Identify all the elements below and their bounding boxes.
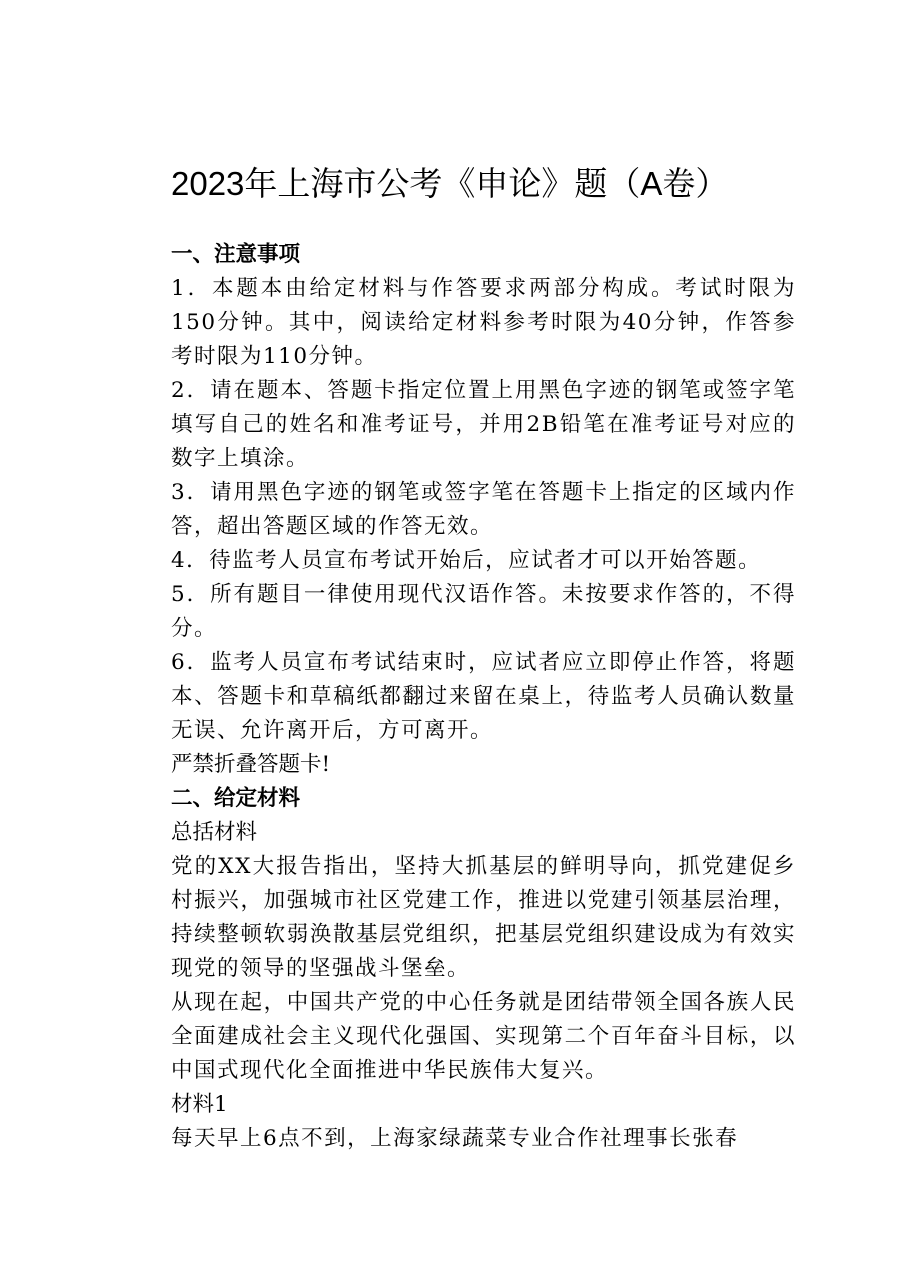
notice-item-1: 1．本题本由给定材料与作答要求两部分构成。考试时限为150分钟。其中，阅读给定材料参考时限为40分钟，作答参考时限为110分钟。 [171, 276, 796, 369]
document-page [171, 160, 796, 1156]
notice-item-5: 5．所有题目一律使用现代汉语作答。未按要求作答的，不得分。 [171, 582, 796, 641]
notice-item-6: 6．监考人员宣布考试结束时，应试者应立即停止作答，将题本、答题卡和草稿纸都翻过来留在桌上，待监考人员确认数量无误、允许离开后，方可离开。 [171, 650, 796, 743]
notice-item-4: 4．待监考人员宣布考试开始后，应试者才可以开始答题。 [171, 548, 762, 573]
material-1-label: 材料1 [171, 1092, 228, 1117]
notice-item-2: 2．请在题本、答题卡指定位置上用黑色字迹的钢笔或签字笔填写自己的姓名和准考证号，并用2B铅笔在准考证号对应的数字上填涂。 [171, 378, 796, 471]
material-1-text: 每天早上6点不到，上海家绿蔬菜专业合作社理事长张春 [171, 1126, 739, 1151]
summary-paragraph-2: 从现在起，中国共产党的中心任务就是团结带领全国各族人民全面建成社会主义现代化强国、实现第二个百年奋斗目标，以中国式现代化全面推进中华民族伟大复兴。 [171, 990, 796, 1083]
section-notice [171, 238, 796, 782]
document-title: 2023年上海市公考《申论》题（A卷） [171, 165, 729, 202]
notice-item-3: 3．请用黑色字迹的钢笔或签字笔在答题卡上指定的区域内作答，超出答题区域的作答无效。 [171, 480, 796, 539]
section-heading-materials: 二、给定材料 [171, 786, 301, 811]
summary-paragraph-1: 党的XX大报告指出，坚持大抓基层的鲜明导向，抓党建促乡村振兴，加强城市社区党建工作，推进以党建引领基层治理，持续整顿软弱涣散基层党组织，把基层党组织建设成为有效实现党的领导的坚强战斗堡垒。 [171, 854, 796, 981]
section-materials [171, 782, 796, 1156]
notice-warning: 严禁折叠答题卡! [171, 752, 331, 777]
summary-material-label: 总括材料 [171, 820, 258, 845]
section-heading-notice: 一、注意事项 [171, 242, 301, 267]
